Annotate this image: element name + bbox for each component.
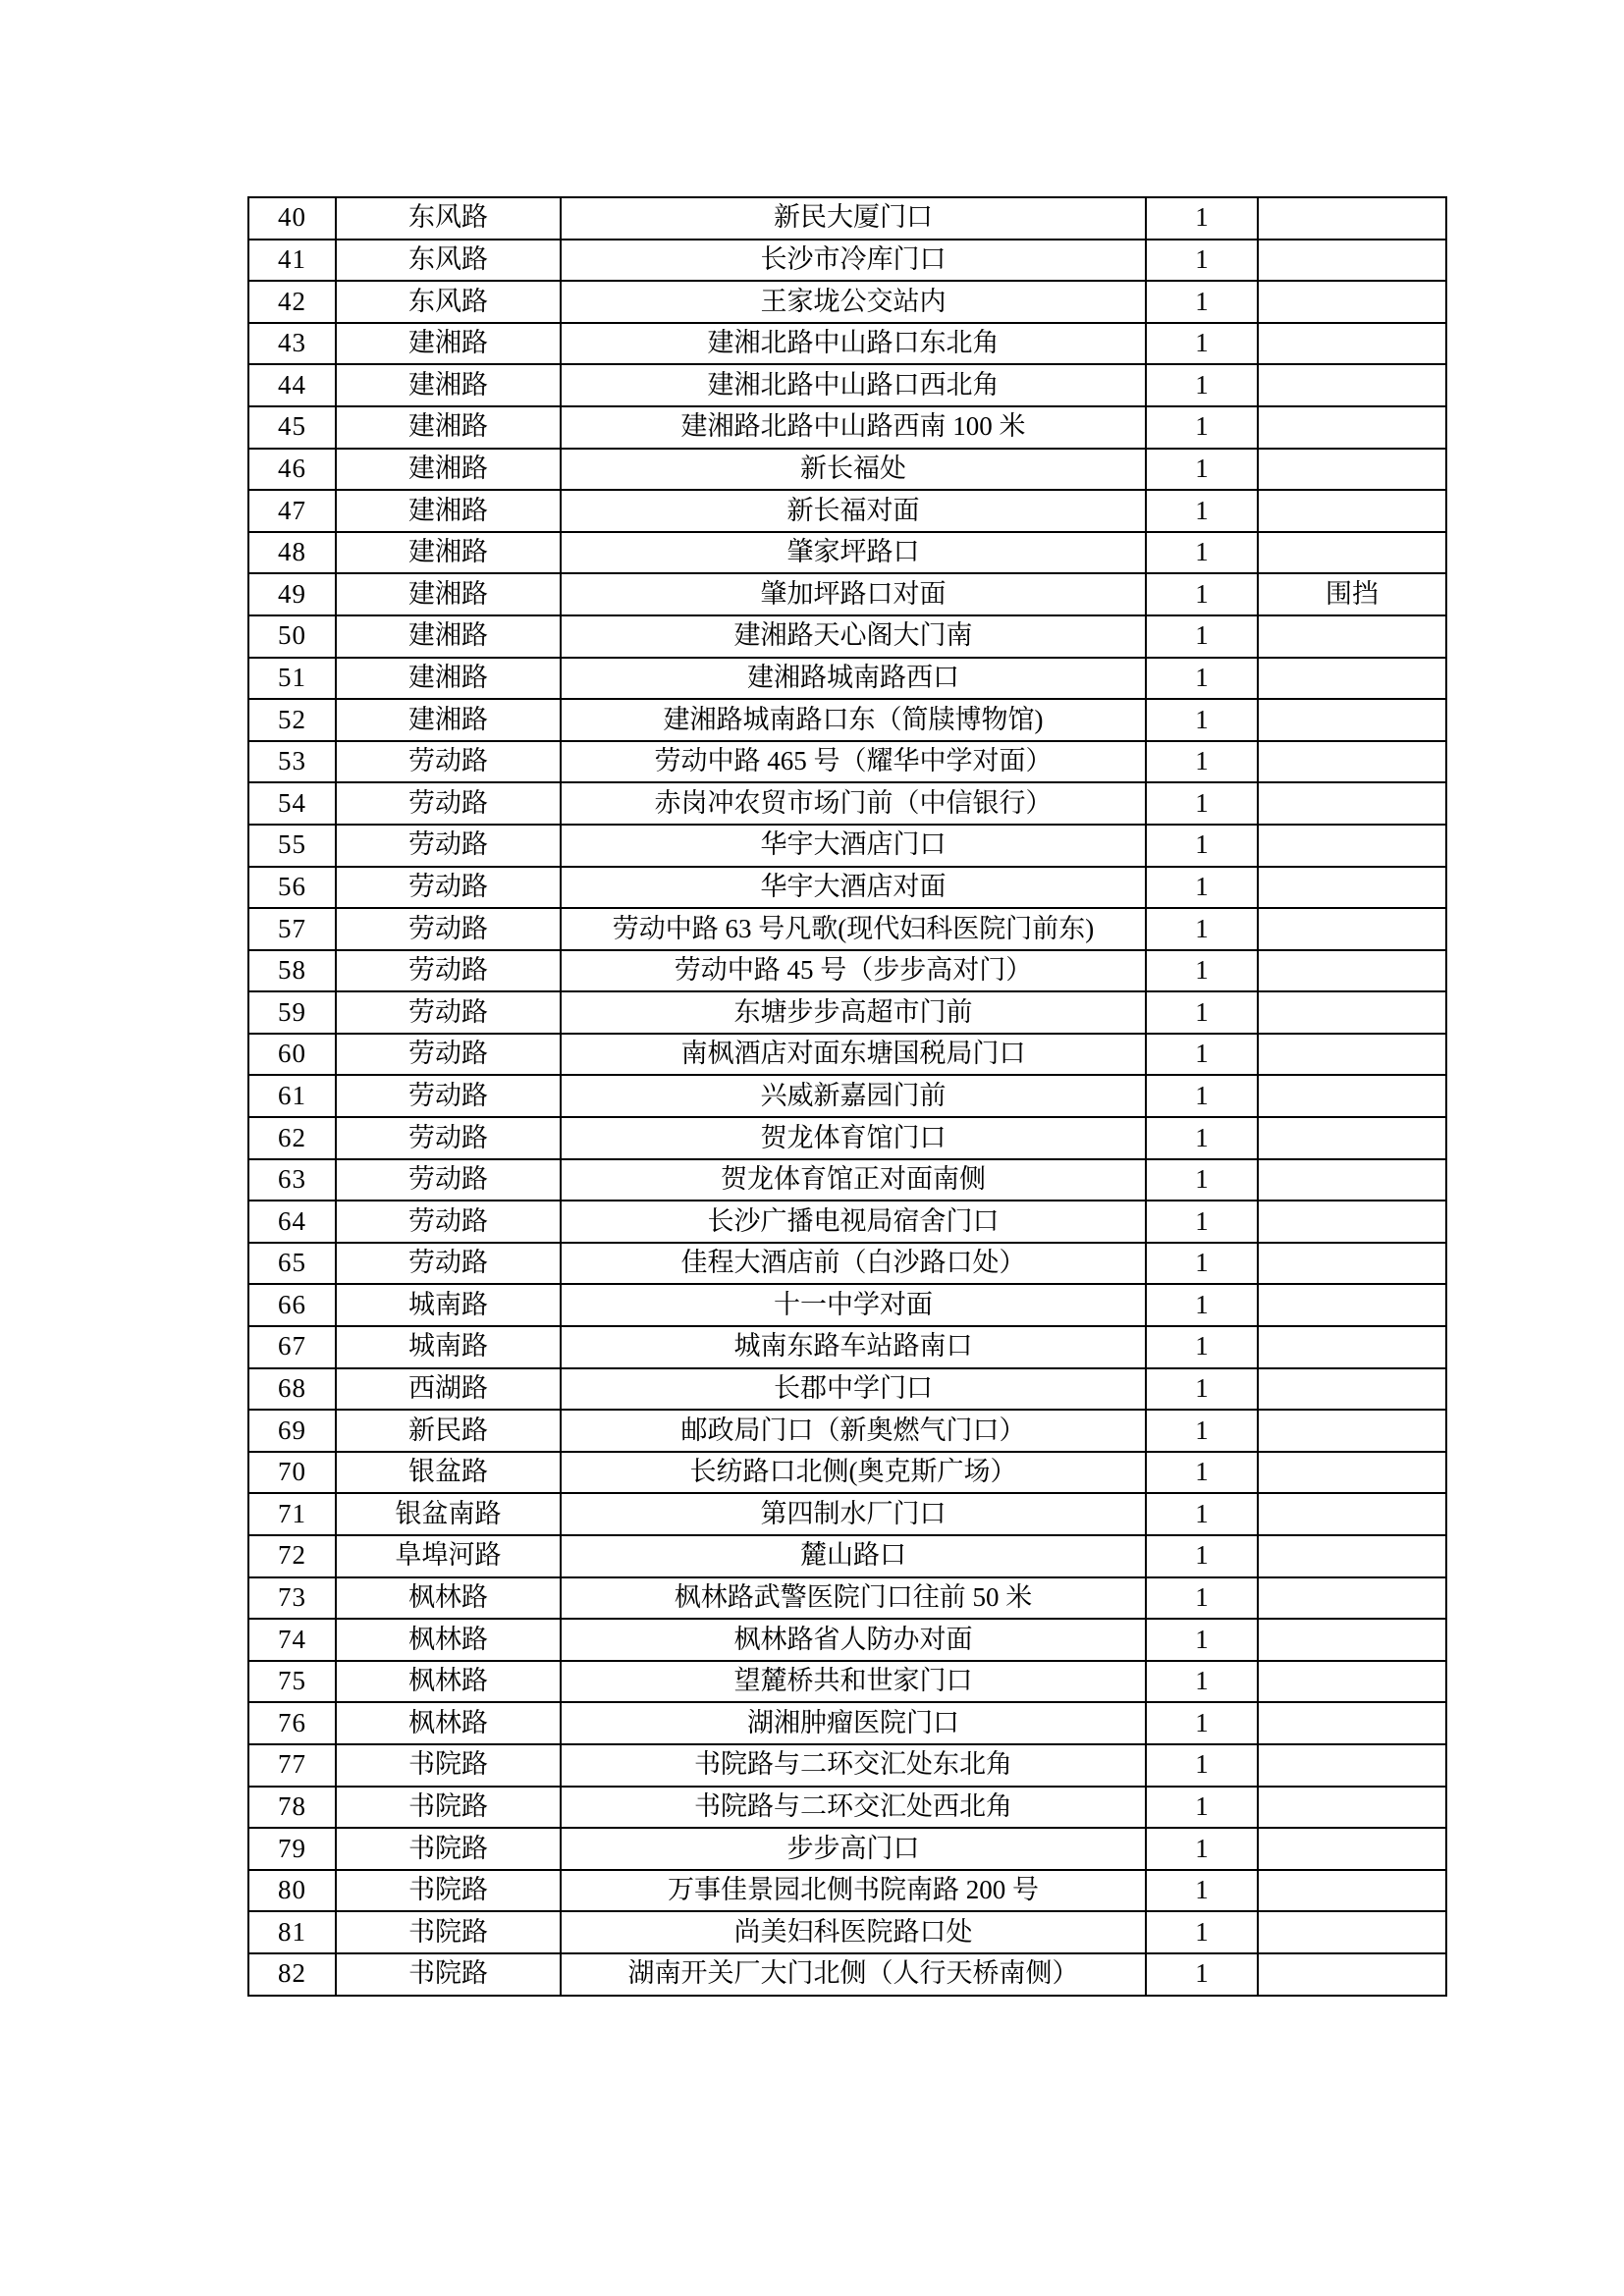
row-number-cell: 50 [248, 615, 336, 658]
note-cell [1258, 240, 1446, 282]
road-name-cell: 西湖路 [336, 1368, 561, 1411]
location-cell: 劳动中路 63 号凡歌(现代妇科医院门前东) [561, 908, 1146, 950]
note-cell [1258, 1870, 1446, 1912]
location-cell: 步步高门口 [561, 1828, 1146, 1870]
table-row [248, 1034, 1446, 1076]
row-number-cell: 47 [248, 490, 336, 532]
location-cell: 新长福处 [561, 449, 1146, 491]
count-cell: 1 [1146, 615, 1258, 658]
row-number-cell: 54 [248, 782, 336, 825]
note-cell [1258, 1075, 1446, 1117]
row-number-cell: 51 [248, 658, 336, 700]
table-row [248, 406, 1446, 449]
note-cell [1258, 1117, 1446, 1159]
row-number-cell: 79 [248, 1828, 336, 1870]
table-row [248, 364, 1446, 406]
table-body [248, 197, 1446, 1996]
row-number-cell: 61 [248, 1075, 336, 1117]
table-row [248, 615, 1446, 658]
count-cell: 1 [1146, 1577, 1258, 1620]
road-name-cell: 劳动路 [336, 1117, 561, 1159]
road-name-cell: 书院路 [336, 1870, 561, 1912]
location-cell: 尚美妇科医院路口处 [561, 1911, 1146, 1953]
row-number-cell: 58 [248, 950, 336, 992]
road-name-cell: 建湘路 [336, 490, 561, 532]
road-name-cell: 劳动路 [336, 1243, 561, 1285]
note-cell [1258, 1702, 1446, 1744]
road-name-cell: 建湘路 [336, 449, 561, 491]
row-number-cell: 63 [248, 1159, 336, 1201]
count-cell: 1 [1146, 364, 1258, 406]
table-row [248, 1159, 1446, 1201]
location-cell: 万事佳景园北侧书院南路 200 号 [561, 1870, 1146, 1912]
location-cell: 枫林路省人防办对面 [561, 1619, 1146, 1661]
note-cell [1258, 532, 1446, 574]
note-cell [1258, 1953, 1446, 1996]
table-row [248, 1828, 1446, 1870]
count-cell: 1 [1146, 782, 1258, 825]
table-row [248, 1243, 1446, 1285]
location-cell: 华宇大酒店门口 [561, 825, 1146, 867]
row-number-cell: 68 [248, 1368, 336, 1411]
note-cell [1258, 1284, 1446, 1326]
note-cell [1258, 908, 1446, 950]
row-number-cell: 49 [248, 573, 336, 615]
row-number-cell: 60 [248, 1034, 336, 1076]
row-number-cell: 70 [248, 1452, 336, 1494]
table-row [248, 240, 1446, 282]
row-number-cell: 55 [248, 825, 336, 867]
row-number-cell: 72 [248, 1535, 336, 1577]
location-cell: 第四制水厂门口 [561, 1493, 1146, 1535]
count-cell: 1 [1146, 1828, 1258, 1870]
road-name-cell: 建湘路 [336, 615, 561, 658]
count-cell: 1 [1146, 323, 1258, 365]
road-name-cell: 劳动路 [336, 741, 561, 783]
count-cell: 1 [1146, 1911, 1258, 1953]
note-cell [1258, 1034, 1446, 1076]
note-cell [1258, 1410, 1446, 1452]
location-cell: 书院路与二环交汇处西北角 [561, 1787, 1146, 1829]
road-name-cell: 劳动路 [336, 950, 561, 992]
row-number-cell: 71 [248, 1493, 336, 1535]
count-cell: 1 [1146, 950, 1258, 992]
table-row [248, 1284, 1446, 1326]
location-cell: 劳动中路 45 号（步步高对门） [561, 950, 1146, 992]
table-row [248, 1661, 1446, 1703]
location-cell: 华宇大酒店对面 [561, 867, 1146, 909]
location-cell: 新长福对面 [561, 490, 1146, 532]
location-cell: 长沙市冷库门口 [561, 240, 1146, 282]
road-name-cell: 银盆南路 [336, 1493, 561, 1535]
table-row [248, 1201, 1446, 1243]
location-cell: 肇家坪路口 [561, 532, 1146, 574]
road-name-cell: 城南路 [336, 1326, 561, 1368]
location-cell: 新民大厦门口 [561, 197, 1146, 240]
location-cell: 贺龙体育馆正对面南侧 [561, 1159, 1146, 1201]
table-row [248, 323, 1446, 365]
road-name-cell: 劳动路 [336, 1159, 561, 1201]
row-number-cell: 42 [248, 281, 336, 323]
row-number-cell: 40 [248, 197, 336, 240]
location-cell: 长纺路口北侧(奥克斯广场） [561, 1452, 1146, 1494]
road-name-cell: 建湘路 [336, 323, 561, 365]
note-cell [1258, 1159, 1446, 1201]
table-row [248, 825, 1446, 867]
road-name-cell: 劳动路 [336, 825, 561, 867]
note-cell [1258, 1493, 1446, 1535]
note-cell [1258, 658, 1446, 700]
table-row [248, 1953, 1446, 1996]
count-cell: 1 [1146, 490, 1258, 532]
row-number-cell: 81 [248, 1911, 336, 1953]
location-cell: 邮政局门口（新奥燃气门口） [561, 1410, 1146, 1452]
road-name-cell: 建湘路 [336, 406, 561, 449]
table-row [248, 1787, 1446, 1829]
road-name-cell: 东风路 [336, 197, 561, 240]
road-name-cell: 枫林路 [336, 1619, 561, 1661]
count-cell: 1 [1146, 1744, 1258, 1787]
table-row [248, 908, 1446, 950]
table-row [248, 1577, 1446, 1620]
row-number-cell: 41 [248, 240, 336, 282]
note-cell [1258, 364, 1446, 406]
note-cell [1258, 699, 1446, 741]
road-name-cell: 枫林路 [336, 1702, 561, 1744]
count-cell: 1 [1146, 991, 1258, 1034]
table-row [248, 573, 1446, 615]
note-cell [1258, 406, 1446, 449]
note-cell [1258, 1577, 1446, 1620]
row-number-cell: 53 [248, 741, 336, 783]
road-name-cell: 枫林路 [336, 1661, 561, 1703]
count-cell: 1 [1146, 532, 1258, 574]
location-cell: 赤岗冲农贸市场门前（中信银行） [561, 782, 1146, 825]
table-row [248, 1493, 1446, 1535]
location-cell: 建湘路城南路口东（简牍博物馆) [561, 699, 1146, 741]
location-cell: 王家垅公交站内 [561, 281, 1146, 323]
table-row [248, 991, 1446, 1034]
note-cell [1258, 991, 1446, 1034]
count-cell: 1 [1146, 825, 1258, 867]
note-cell [1258, 1326, 1446, 1368]
location-cell: 建湘北路中山路口西北角 [561, 364, 1146, 406]
note-cell [1258, 1619, 1446, 1661]
location-cell: 建湘路北路中山路西南 100 米 [561, 406, 1146, 449]
note-cell [1258, 281, 1446, 323]
location-cell: 长沙广播电视局宿舍门口 [561, 1201, 1146, 1243]
count-cell: 1 [1146, 1326, 1258, 1368]
location-cell: 枫林路武警医院门口往前 50 米 [561, 1577, 1146, 1620]
road-name-cell: 东风路 [336, 281, 561, 323]
row-number-cell: 46 [248, 449, 336, 491]
row-number-cell: 67 [248, 1326, 336, 1368]
row-number-cell: 48 [248, 532, 336, 574]
note-cell [1258, 1452, 1446, 1494]
table-row [248, 867, 1446, 909]
count-cell: 1 [1146, 1243, 1258, 1285]
row-number-cell: 74 [248, 1619, 336, 1661]
table-row [248, 1075, 1446, 1117]
road-name-cell: 劳动路 [336, 867, 561, 909]
road-name-cell: 劳动路 [336, 782, 561, 825]
note-cell [1258, 1787, 1446, 1829]
location-cell: 贺龙体育馆门口 [561, 1117, 1146, 1159]
table-row [248, 1870, 1446, 1912]
table-row [248, 1535, 1446, 1577]
table-row [248, 1744, 1446, 1787]
row-number-cell: 82 [248, 1953, 336, 1996]
road-name-cell: 东风路 [336, 240, 561, 282]
count-cell: 1 [1146, 1034, 1258, 1076]
count-cell: 1 [1146, 1702, 1258, 1744]
row-number-cell: 66 [248, 1284, 336, 1326]
road-name-cell: 劳动路 [336, 1034, 561, 1076]
note-cell [1258, 1911, 1446, 1953]
note-cell [1258, 950, 1446, 992]
location-cell: 建湘北路中山路口东北角 [561, 323, 1146, 365]
road-name-cell: 书院路 [336, 1911, 561, 1953]
note-cell [1258, 1201, 1446, 1243]
table-row [248, 741, 1446, 783]
row-number-cell: 45 [248, 406, 336, 449]
note-cell [1258, 867, 1446, 909]
road-name-cell: 枫林路 [336, 1577, 561, 1620]
note-cell [1258, 1243, 1446, 1285]
road-name-cell: 建湘路 [336, 699, 561, 741]
count-cell: 1 [1146, 658, 1258, 700]
table-row [248, 1702, 1446, 1744]
note-cell [1258, 1535, 1446, 1577]
row-number-cell: 80 [248, 1870, 336, 1912]
road-name-cell: 书院路 [336, 1787, 561, 1829]
row-number-cell: 69 [248, 1410, 336, 1452]
note-cell: 围挡 [1258, 573, 1446, 615]
road-name-cell: 建湘路 [336, 532, 561, 574]
location-cell: 南枫酒店对面东塘国税局门口 [561, 1034, 1146, 1076]
location-cell: 建湘路城南路西口 [561, 658, 1146, 700]
road-name-cell: 新民路 [336, 1410, 561, 1452]
road-name-cell: 建湘路 [336, 573, 561, 615]
count-cell: 1 [1146, 699, 1258, 741]
count-cell: 1 [1146, 1661, 1258, 1703]
road-name-cell: 建湘路 [336, 658, 561, 700]
table-row [248, 950, 1446, 992]
table-row [248, 1368, 1446, 1411]
count-cell: 1 [1146, 1201, 1258, 1243]
road-name-cell: 书院路 [336, 1953, 561, 1996]
table-row [248, 1410, 1446, 1452]
table-row [248, 197, 1446, 240]
note-cell [1258, 741, 1446, 783]
table-row [248, 1619, 1446, 1661]
table-row [248, 532, 1446, 574]
table-row [248, 490, 1446, 532]
note-cell [1258, 782, 1446, 825]
row-number-cell: 44 [248, 364, 336, 406]
table-row [248, 699, 1446, 741]
row-number-cell: 75 [248, 1661, 336, 1703]
count-cell: 1 [1146, 449, 1258, 491]
road-name-cell: 劳动路 [336, 908, 561, 950]
count-cell: 1 [1146, 1953, 1258, 1996]
count-cell: 1 [1146, 406, 1258, 449]
count-cell: 1 [1146, 197, 1258, 240]
row-number-cell: 59 [248, 991, 336, 1034]
note-cell [1258, 323, 1446, 365]
note-cell [1258, 449, 1446, 491]
location-cell: 兴威新嘉园门前 [561, 1075, 1146, 1117]
note-cell [1258, 1744, 1446, 1787]
location-cell: 十一中学对面 [561, 1284, 1146, 1326]
count-cell: 1 [1146, 867, 1258, 909]
road-name-cell: 城南路 [336, 1284, 561, 1326]
checkpoint-table [247, 196, 1447, 1997]
count-cell: 1 [1146, 1075, 1258, 1117]
row-number-cell: 76 [248, 1702, 336, 1744]
road-name-cell: 书院路 [336, 1828, 561, 1870]
table-row [248, 281, 1446, 323]
location-cell: 望麓桥共和世家门口 [561, 1661, 1146, 1703]
count-cell: 1 [1146, 1117, 1258, 1159]
row-number-cell: 64 [248, 1201, 336, 1243]
location-cell: 长郡中学门口 [561, 1368, 1146, 1411]
count-cell: 1 [1146, 1452, 1258, 1494]
table-row [248, 658, 1446, 700]
location-cell: 麓山路口 [561, 1535, 1146, 1577]
location-cell: 湖湘肿瘤医院门口 [561, 1702, 1146, 1744]
count-cell: 1 [1146, 1870, 1258, 1912]
table-row [248, 1117, 1446, 1159]
count-cell: 1 [1146, 741, 1258, 783]
road-name-cell: 书院路 [336, 1744, 561, 1787]
count-cell: 1 [1146, 281, 1258, 323]
location-cell: 书院路与二环交汇处东北角 [561, 1744, 1146, 1787]
count-cell: 1 [1146, 1284, 1258, 1326]
table-row [248, 782, 1446, 825]
row-number-cell: 73 [248, 1577, 336, 1620]
road-name-cell: 阜埠河路 [336, 1535, 561, 1577]
row-number-cell: 56 [248, 867, 336, 909]
location-cell: 肇加坪路口对面 [561, 573, 1146, 615]
row-number-cell: 62 [248, 1117, 336, 1159]
road-name-cell: 劳动路 [336, 1201, 561, 1243]
note-cell [1258, 490, 1446, 532]
count-cell: 1 [1146, 1787, 1258, 1829]
road-name-cell: 建湘路 [336, 364, 561, 406]
road-name-cell: 银盆路 [336, 1452, 561, 1494]
location-cell: 湖南开关厂大门北侧（人行天桥南侧） [561, 1953, 1146, 1996]
location-cell: 建湘路天心阁大门南 [561, 615, 1146, 658]
location-cell: 佳程大酒店前（白沙路口处） [561, 1243, 1146, 1285]
note-cell [1258, 825, 1446, 867]
row-number-cell: 77 [248, 1744, 336, 1787]
count-cell: 1 [1146, 908, 1258, 950]
count-cell: 1 [1146, 1493, 1258, 1535]
count-cell: 1 [1146, 1368, 1258, 1411]
count-cell: 1 [1146, 240, 1258, 282]
table-row [248, 449, 1446, 491]
table-row [248, 1911, 1446, 1953]
road-name-cell: 劳动路 [336, 991, 561, 1034]
location-cell: 城南东路车站路南口 [561, 1326, 1146, 1368]
location-cell: 东塘步步高超市门前 [561, 991, 1146, 1034]
note-cell [1258, 197, 1446, 240]
table-row [248, 1326, 1446, 1368]
row-number-cell: 52 [248, 699, 336, 741]
count-cell: 1 [1146, 1535, 1258, 1577]
table-row [248, 1452, 1446, 1494]
road-name-cell: 劳动路 [336, 1075, 561, 1117]
note-cell [1258, 615, 1446, 658]
row-number-cell: 57 [248, 908, 336, 950]
count-cell: 1 [1146, 1410, 1258, 1452]
note-cell [1258, 1661, 1446, 1703]
row-number-cell: 78 [248, 1787, 336, 1829]
count-cell: 1 [1146, 1159, 1258, 1201]
location-cell: 劳动中路 465 号（耀华中学对面） [561, 741, 1146, 783]
row-number-cell: 65 [248, 1243, 336, 1285]
count-cell: 1 [1146, 1619, 1258, 1661]
count-cell: 1 [1146, 573, 1258, 615]
note-cell [1258, 1368, 1446, 1411]
note-cell [1258, 1828, 1446, 1870]
row-number-cell: 43 [248, 323, 336, 365]
